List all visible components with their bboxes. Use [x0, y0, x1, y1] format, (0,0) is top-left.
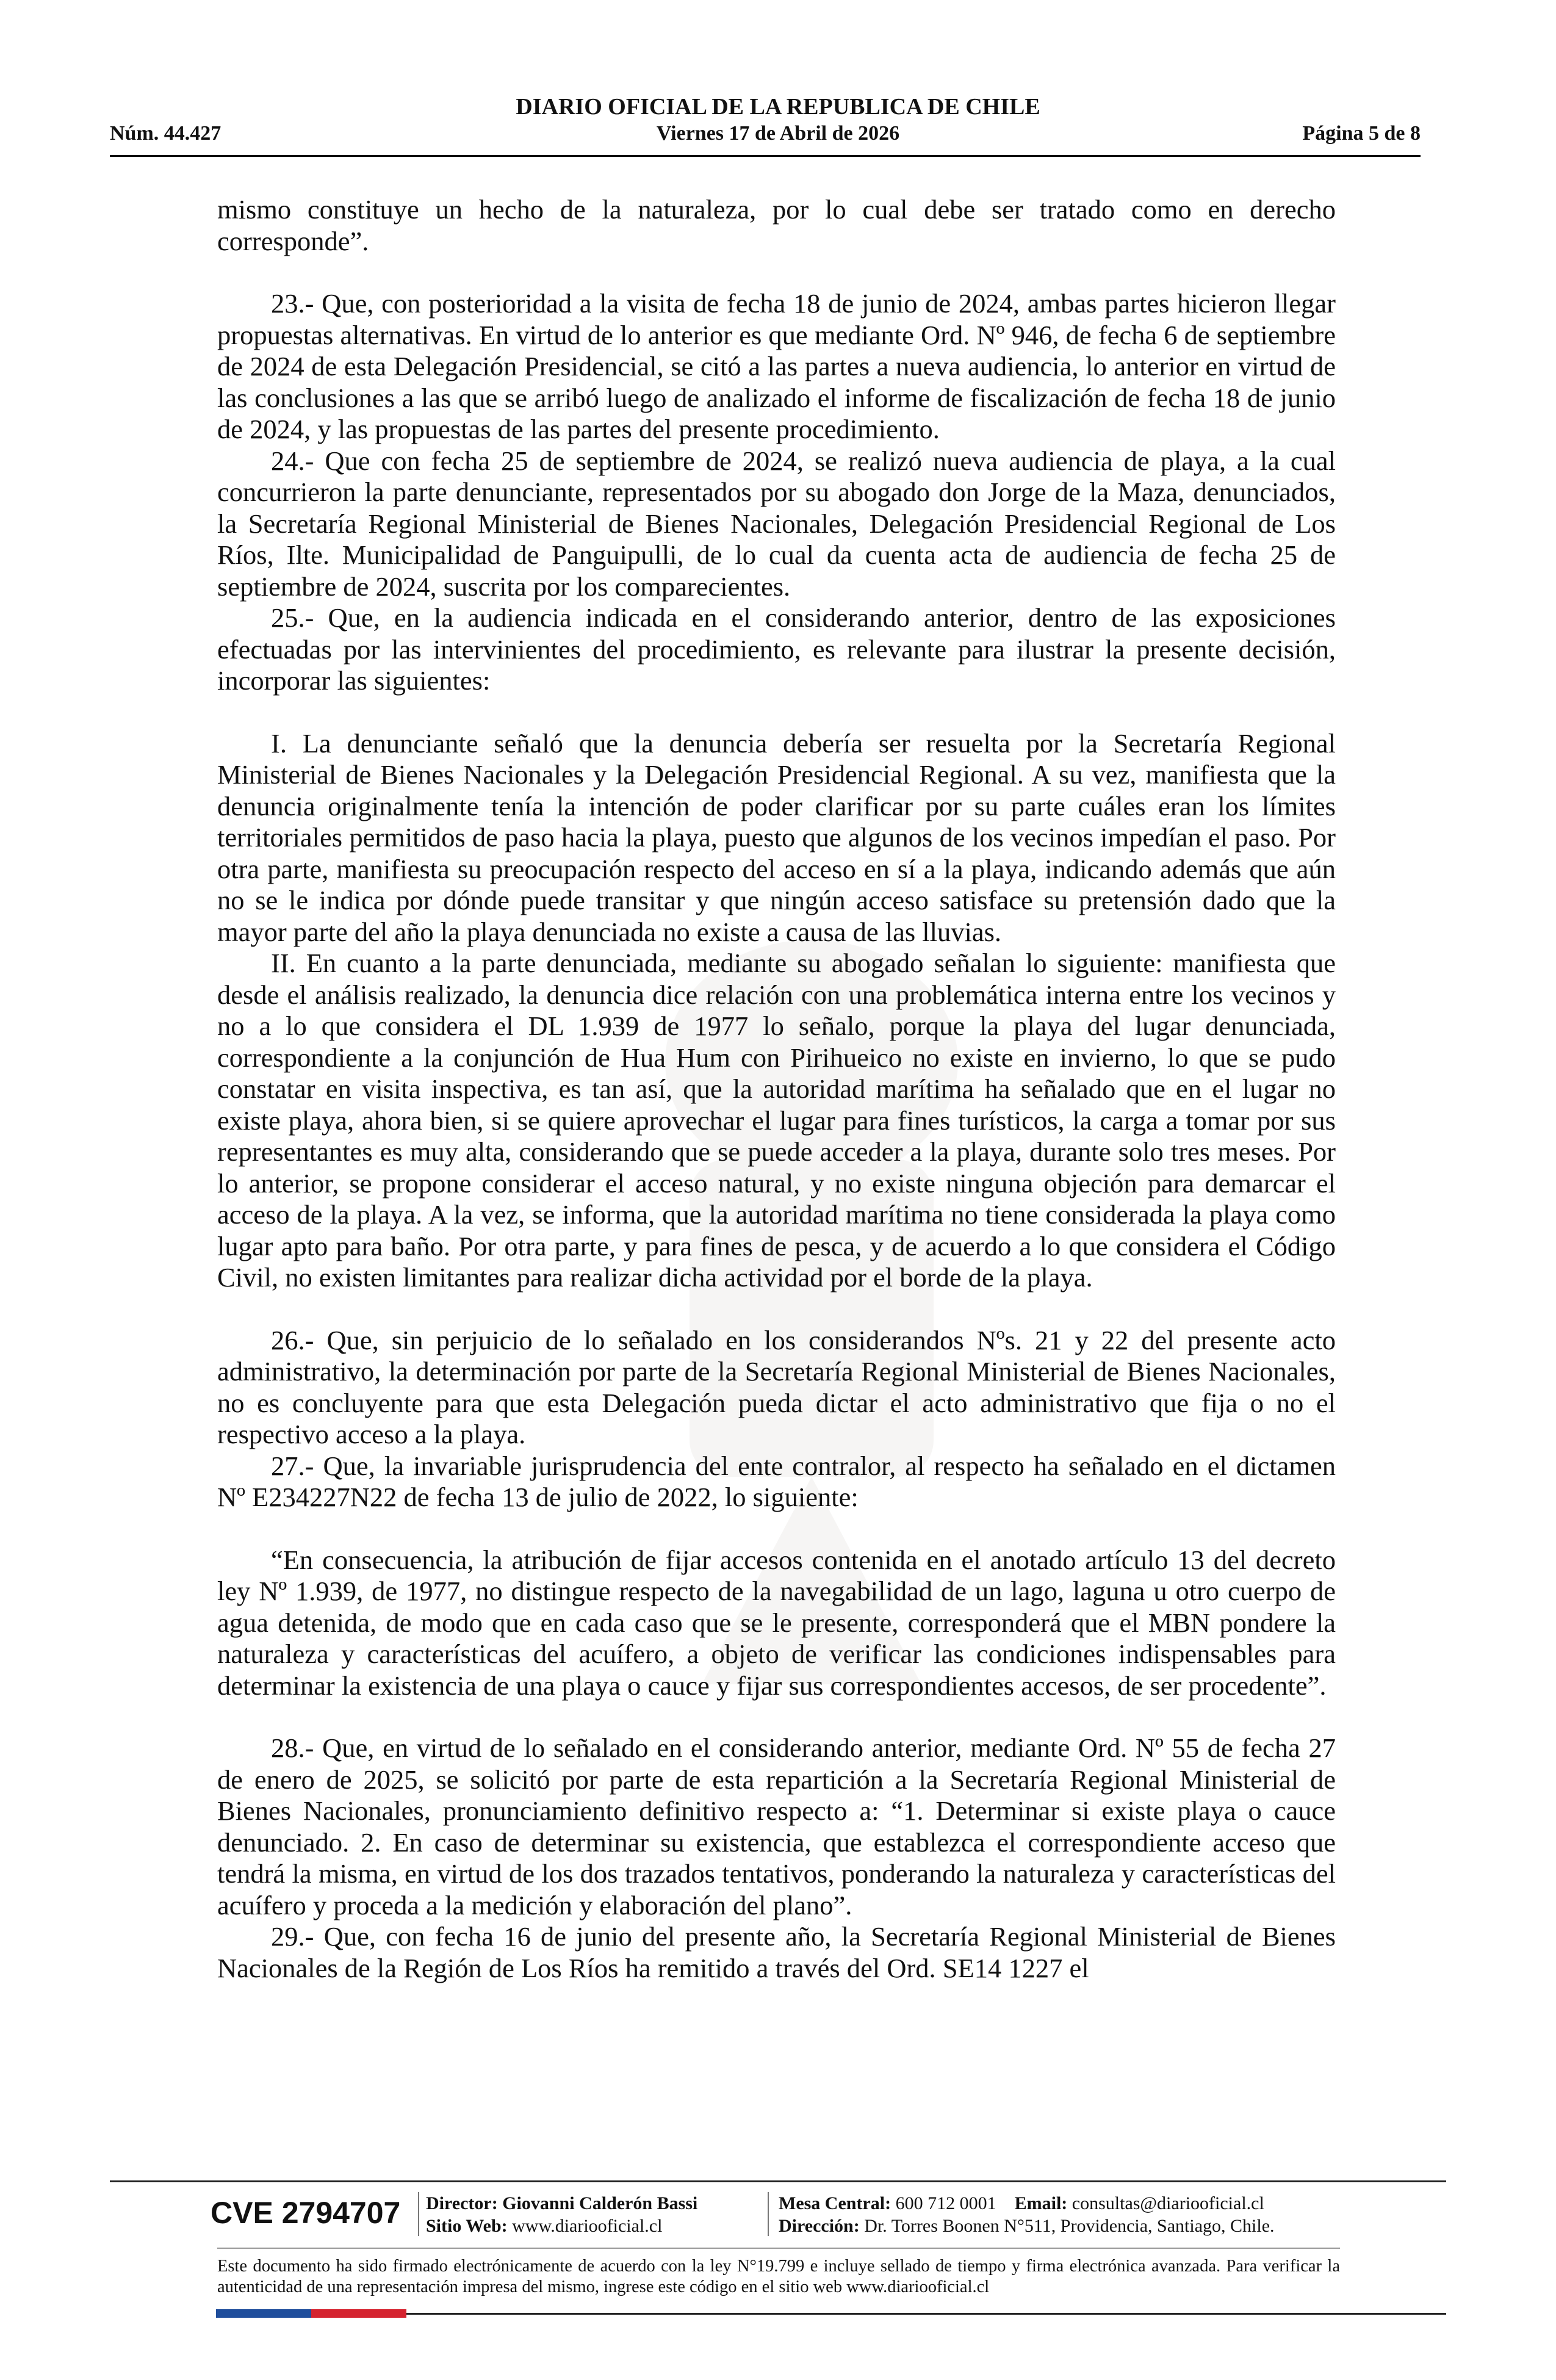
- address-value: Dr. Torres Boonen N°511, Providencia, Santiago, Chile.: [864, 2216, 1275, 2236]
- document-body: [217, 194, 1336, 1984]
- paragraph-24: 24.- Que con fecha 25 de septiembre de 2024, se realizó nueva audiencia de playa, a la cual concurrieron la parte denunciante, representados por su abogado don Jorge de la Maza, denunciados, la Secretaría Regional Ministerial de Bienes Nacionales, Delegación Presidencial Regional de Los Ríos, Ilte. Municipalidad de Panguipulli, de lo cual da cuenta acta de audiencia de fecha 25 de septiembre de 2024, suscrita por los comparecientes.: [217, 445, 1336, 602]
- website-link[interactable]: www.diariooficial.cl: [512, 2216, 663, 2236]
- header-divider: [110, 155, 1421, 157]
- footer-separator: [418, 2192, 419, 2236]
- paragraph-25: 25.- Que, en la audiencia indicada en el considerando anterior, dentro de las exposiciones efectuadas por las intervinientes del procedimiento, es relevante para ilustrar la presente decisión, incorporar las siguientes:: [217, 602, 1336, 696]
- issue-number: Núm. 44.427: [110, 122, 222, 145]
- website-label: Sitio Web:: [426, 2216, 508, 2236]
- cve-code: CVE 2794707: [211, 2196, 401, 2230]
- chile-flag-stripe: [216, 2309, 406, 2318]
- phone-value: 600 712 0001: [895, 2193, 996, 2213]
- footer-divider-top: [110, 2180, 1446, 2182]
- phone-label: Mesa Central:: [779, 2193, 891, 2213]
- quoted-dictamen: “En consecuencia, la atribución de fijar accesos contenida en el anotado artículo 13 del decreto ley Nº 1.939, de 1977, no distingue respecto de la navegabilidad de un lago, laguna u otro cuerpo de agua detenida, de modo que en cada caso que se le presente, corresponderá que el MBN pondere la naturaleza y características del acuífero, a objeto de verificar las condiciones indispensables para determinar la existencia de una playa o cauce y fijar sus correspondientes accesos, de ser procedente”.: [217, 1544, 1336, 1701]
- footer-contact-block: [779, 2192, 1275, 2237]
- paragraph-25-i: I. La denunciante señaló que la denuncia debería ser resuelta por la Secretaría Regional Ministerial de Bienes Nacionales y la Delegación Presidencial Regional. A su vez, manifiesta que la denuncia originalmente tenía la intención de poder clarificar por su parte cuáles eran los límites territoriales permitidos de paso hacia la playa, puesto que algunos de los vecinos impedían el paso. Por otra parte, manifiesta su preocupación respecto del acceso en sí a la playa, indicando además que aún no se le indica por dónde puede transitar y que ningún acceso satisface su pretensión dado que la mayor parte del año la playa denunciada no existe a causa de las lluvias.: [217, 727, 1336, 947]
- footer-divider-bottom: [406, 2313, 1446, 2315]
- footer-director-block: [426, 2192, 697, 2237]
- paragraph-23: 23.- Que, con posterioridad a la visita de fecha 18 de junio de 2024, ambas partes hicieron llegar propuestas alternativas. En virtud de lo anterior es que mediante Ord. Nº 946, de fecha 6 de septiembre de 2024 de esta Delegación Presidencial, se citó a las partes a nueva audiencia, lo anterior en virtud de las conclusiones a las que se arribó luego de analizado el informe de fiscalización de fecha 18 de junio de 2024, y las propuestas de las partes del presente procedimiento.: [217, 288, 1336, 444]
- flag-red-segment: [311, 2309, 406, 2318]
- paragraph-25-ii: II. En cuanto a la parte denunciada, mediante su abogado señalan lo siguiente: manifiesta que desde el análisis realizado, la denuncia dice relación con una problemática interna entre los vecinos y no a lo que considera el DL 1.939 de 1977 lo señalo, porque la playa del lugar denunciada, correspondiente a la conjunción de Hua Hum con Pirihueico no existe en invierno, lo que se pudo constatar en visita inspectiva, es tan así, que la autoridad marítima ha señalado que en el lugar no existe playa, ahora bien, si se quiere aprovechar el lugar para fines turísticos, la carga a tomar por sus representantes es muy alta, considerando que se puede acceder a la playa, durante solo tres meses. Por lo anterior, se propone considerar el acceso natural, y no existe ninguna objeción para demarcar el acceso de la playa. A la vez, se informa, que la autoridad marítima no tiene considerada la playa como lugar apto para baño. Por otra parte, y para fines de pesca, y de acuerdo a lo que considera el Código Civil, no existen limitantes para realizar dicha actividad por el borde de la playa.: [217, 948, 1336, 1293]
- paragraph-29: 29.- Que, con fecha 16 de junio del presente año, la Secretaría Regional Ministerial de Bienes Nacionales de la Región de Los Ríos ha remitido a través del Ord. SE14 1227 el: [217, 1921, 1336, 1983]
- paragraph-28: 28.- Que, en virtud de lo señalado en el considerando anterior, mediante Ord. Nº 55 de fecha 27 de enero de 2025, se solicitó por parte de esta repartición a la Secretaría Regional Ministerial de Bienes Nacionales, pronunciamiento definitivo respecto a: “1. Determinar si existe playa o cauce denunciado. 2. En caso de determinar su existencia, que establezca el correspondiente acceso que tendrá la misma, en virtud de los dos trazados tentativos, ponderando la naturaleza y características del acuífero y proceda a la medición y elaboración del plano”.: [217, 1733, 1336, 1920]
- paragraph-27: 27.- Que, la invariable jurisprudencia del ente contralor, al respecto ha señalado en el dictamen Nº E234227N22 de fecha 13 de julio de 2022, lo siguiente:: [217, 1450, 1336, 1512]
- footer-divider-mid: [217, 2248, 1340, 2249]
- page-number: Página 5 de 8: [1302, 122, 1421, 145]
- address-label: Dirección:: [779, 2216, 860, 2236]
- director-label: Director:: [426, 2193, 498, 2213]
- flag-blue-segment: [216, 2309, 311, 2318]
- electronic-signature-note: Este documento ha sido firmado electrónicamente de acuerdo con la ley N°19.799 e incluye sellado de tiempo y firma electrónica avanzada. Para verificar la autenticidad de una representación impresa del mismo, ingrese este código en el sitio web www.diariooficial.cl: [217, 2257, 1340, 2296]
- paragraph-continuation: mismo constituye un hecho de la naturaleza, por lo cual debe ser tratado como en derecho corresponde”.: [217, 194, 1336, 256]
- newspaper-title: DIARIO OFICIAL DE LA REPUBLICA DE CHILE: [516, 94, 1040, 120]
- email-link[interactable]: consultas@diariooficial.cl: [1072, 2193, 1264, 2213]
- issue-date: Viernes 17 de Abril de 2026: [656, 122, 900, 145]
- email-label: Email:: [1014, 2193, 1068, 2213]
- footer-separator: [768, 2192, 769, 2236]
- director-name: Giovanni Calderón Bassi: [502, 2193, 698, 2213]
- paragraph-26: 26.- Que, sin perjuicio de lo señalado en los considerandos Nºs. 21 y 22 del presente acto administrativo, la determinación por parte de la Secretaría Regional Ministerial de Bienes Nacionales, no es concluyente para que esta Delegación pueda dictar el acto administrativo que fija o no el respectivo acceso a la playa.: [217, 1324, 1336, 1449]
